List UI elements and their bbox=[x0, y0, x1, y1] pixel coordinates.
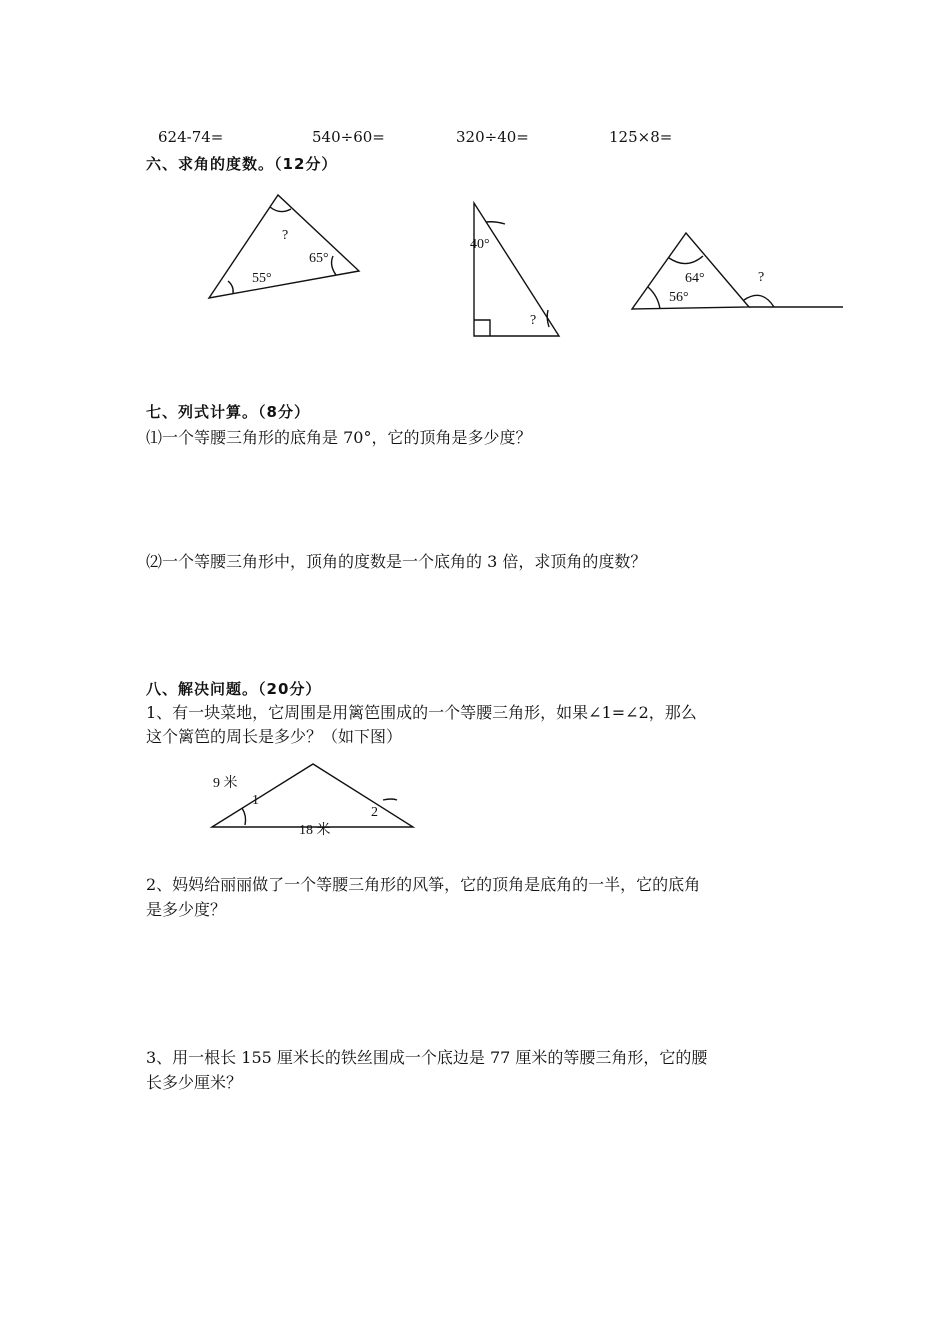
triangle-2-a: 40° bbox=[470, 237, 490, 252]
triangle-3-a: 64° bbox=[685, 271, 705, 286]
calc-2: 540÷60= bbox=[312, 128, 385, 146]
fence-angle-2-label: 2 bbox=[371, 805, 378, 820]
section6-title: 六、求角的度数。（12分） bbox=[146, 155, 338, 173]
fence-side-label: 9 米 bbox=[213, 776, 238, 791]
problem-1-line-1: 1、有一块菜地，它周围是用篱笆围成的一个等腰三角形，如果∠1=∠2，那么 bbox=[146, 703, 697, 722]
triangle-1-a: 65° bbox=[309, 251, 329, 266]
triangle-3-q: ? bbox=[758, 270, 765, 285]
calc-1: 624-74= bbox=[158, 128, 224, 146]
triangle-2-q: ? bbox=[530, 313, 537, 328]
calc-4: 125×8= bbox=[609, 128, 673, 146]
section7-question-1: ⑴一个等腰三角形的底角是 70°，它的顶角是多少度？ bbox=[146, 428, 532, 447]
fence-angle-1-label: 1 bbox=[252, 793, 259, 808]
problem-3-line-2: 长多少厘米？ bbox=[146, 1073, 243, 1092]
calc-3: 320÷40= bbox=[456, 128, 529, 146]
section8-title: 八、解决问题。（20分） bbox=[146, 680, 322, 698]
fence-angle-1-arc bbox=[242, 808, 246, 825]
problem-2-line-2: 是多少度？ bbox=[146, 900, 227, 919]
triangle-1-q: ? bbox=[282, 228, 289, 243]
triangle-3-b: 56° bbox=[669, 290, 689, 305]
fence-base-label: 18 米 bbox=[299, 823, 331, 838]
fence-triangle-outline bbox=[212, 764, 413, 827]
triangle-1-b: 55° bbox=[252, 271, 272, 286]
problem-3-line-1: 3、用一根长 155 厘米长的铁丝围成一个底边是 77 厘米的等腰三角形，它的腰 bbox=[146, 1048, 708, 1067]
fence-angle-2-arc bbox=[383, 799, 397, 800]
problem-2-line-1: 2、妈妈给丽丽做了一个等腰三角形的风筝，它的顶角是底角的一半，它的底角 bbox=[146, 875, 701, 894]
section7-title: 七、列式计算。（8分） bbox=[146, 403, 310, 421]
section7-question-2: ⑵一个等腰三角形中，顶角的度数是一个底角的 3 倍，求顶角的度数？ bbox=[146, 552, 647, 571]
problem-1-line-2: 这个篱笆的周长是多少？（如下图） bbox=[146, 727, 403, 746]
